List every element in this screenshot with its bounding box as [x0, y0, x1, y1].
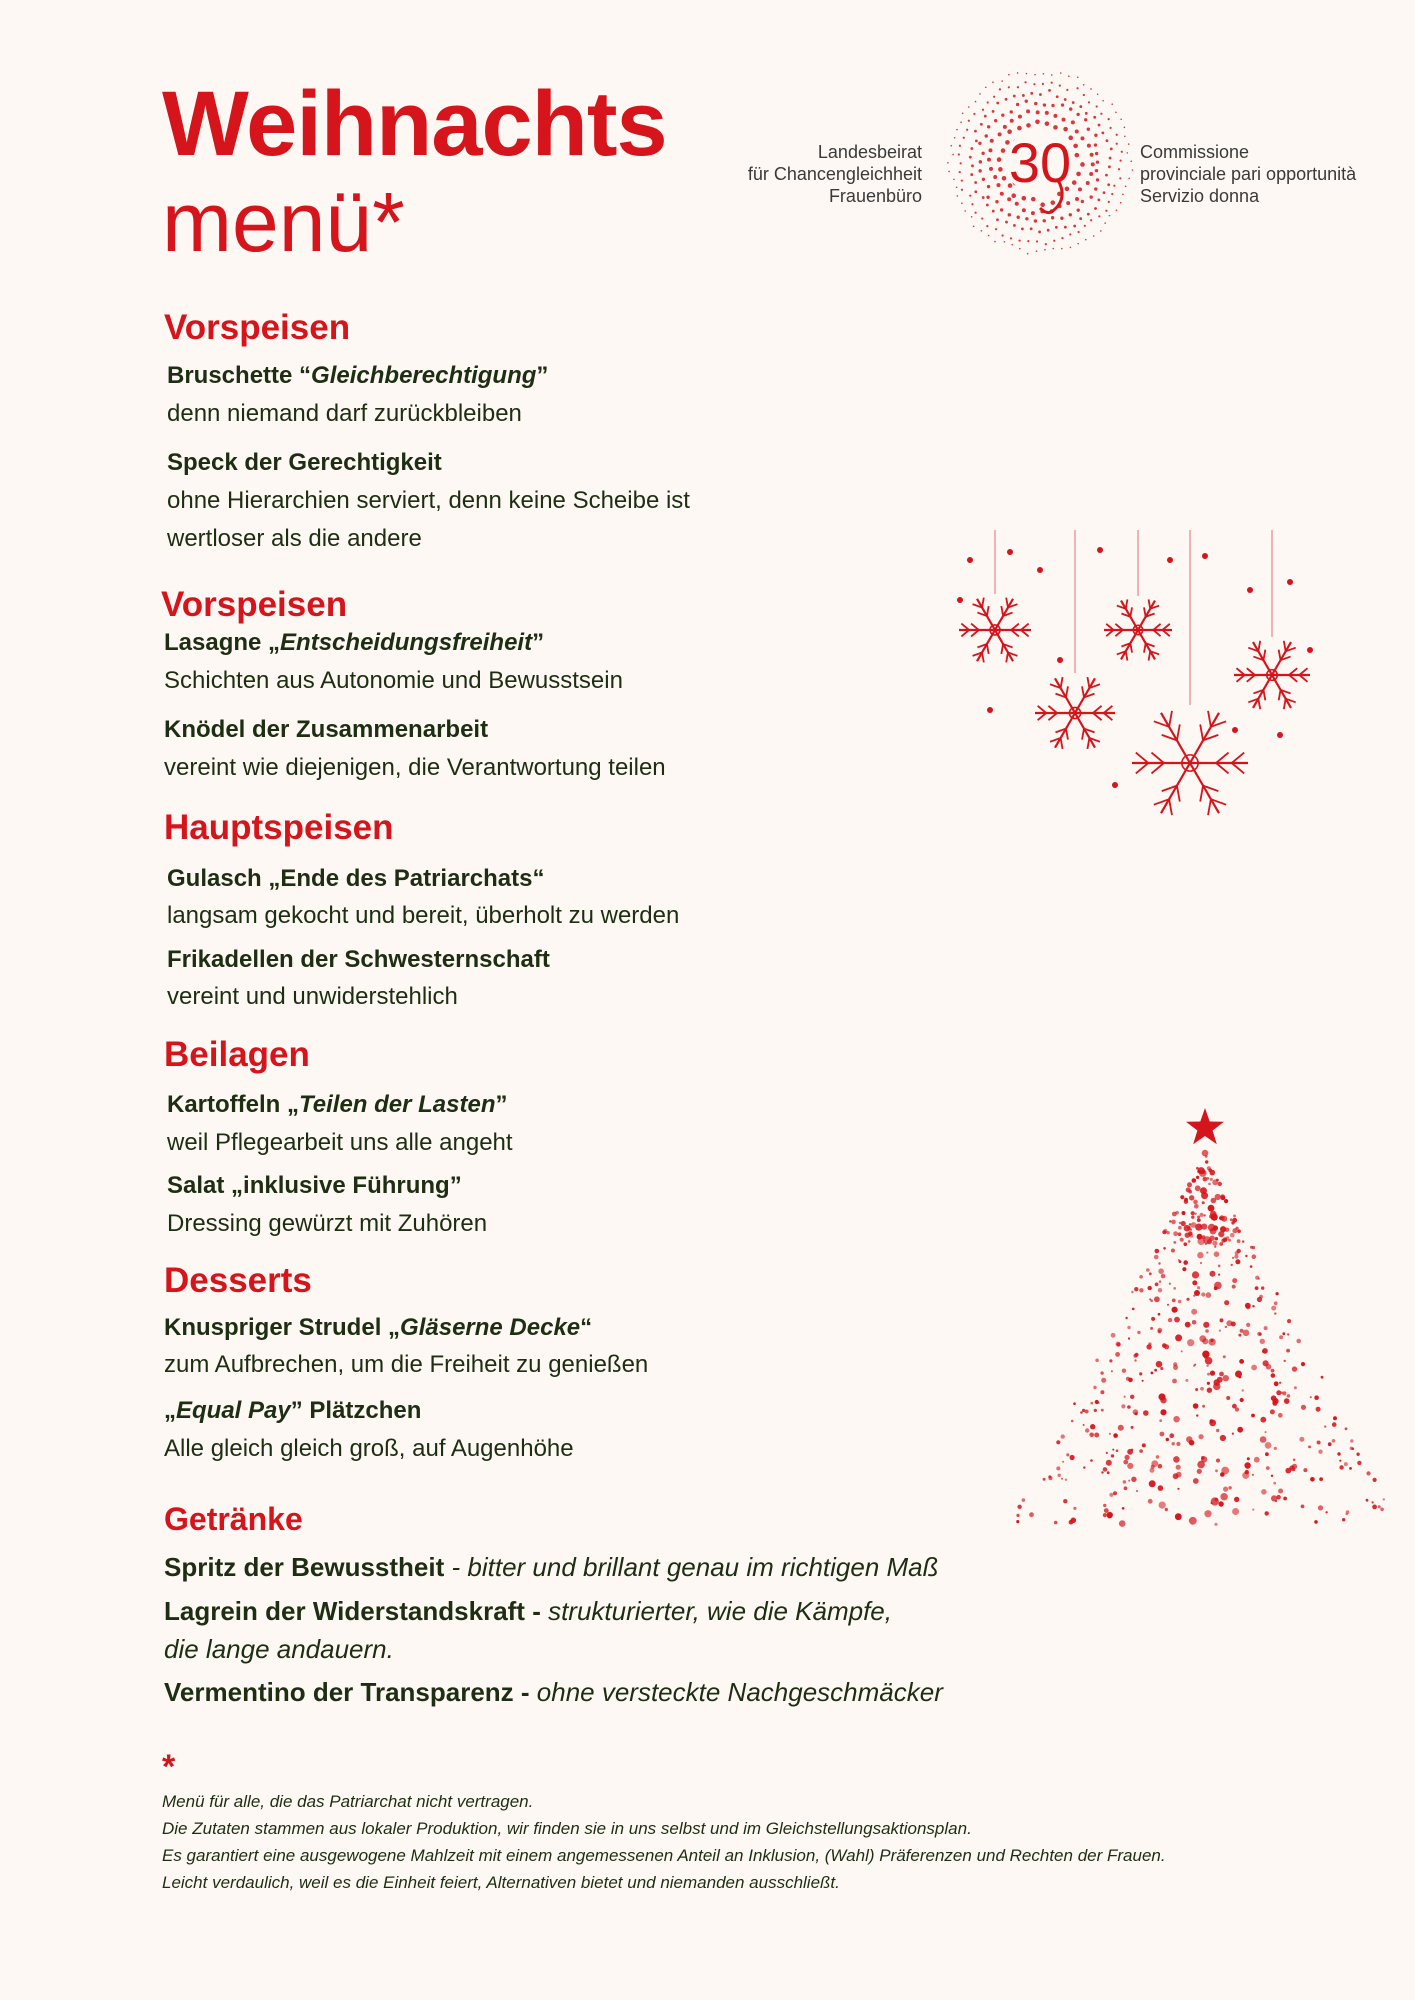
section-heading-beilagen: Beilagen [164, 1035, 310, 1074]
section-heading-hauptspeisen: Hauptspeisen [164, 808, 394, 847]
logo-right-line3: Servizio donna [1140, 186, 1260, 206]
menu-item-description: Alle gleich gleich groß, auf Augenhöhe [164, 1435, 574, 1462]
menu-item-title: Gulasch „Ende des Patriarchats“ [167, 865, 545, 892]
menu-item-description: ohne Hierarchien serviert, denn keine Scheibe ist [167, 487, 690, 514]
menu-item-title: Kartoffeln „Teilen der Lasten” [167, 1091, 508, 1118]
drink-item: Vermentino der Transparenz - ohne versteckte Nachgeschmäcker [164, 1677, 943, 1707]
logo-right-line1: Commissione [1140, 142, 1250, 162]
section-heading-vorspeisen-1: Vorspeisen [164, 308, 351, 347]
menu-item-description: wertloser als die andere [167, 525, 422, 552]
dotted-christmas-tree-icon [1000, 1105, 1400, 1535]
menu-item-description: Schichten aus Autonomie und Bewusstsein [164, 667, 623, 694]
footnote [162, 1788, 1362, 1896]
section-heading-getraenke: Getränke [164, 1501, 303, 1537]
menu-item-description: vereint wie diejenigen, die Verantwortung teilen [164, 754, 666, 781]
drink-item-continuation: die lange andauern. [164, 1634, 394, 1664]
page-title-line2: menü* [162, 175, 405, 269]
footnote-line: Leicht verdaulich, weil es die Einheit feiert, Alternativen bietet und niemanden ausschließt. [162, 1873, 840, 1892]
menu-item-title: Knuspriger Strudel „Gläserne Decke“ [164, 1314, 593, 1341]
menu-item-description: langsam gekocht und bereit, überholt zu werden [167, 902, 680, 929]
footnote-marker: * [162, 1748, 176, 1786]
footnote-line: Die Zutaten stammen aus lokaler Produktion, wir finden sie in uns selbst und im Gleichstellungsaktionsplan. [162, 1819, 972, 1838]
menu-item-title: „Equal Pay” Plätzchen [164, 1397, 422, 1424]
logo-text-german [700, 141, 922, 207]
section-heading-desserts: Desserts [164, 1261, 312, 1300]
menu-item-description: weil Pflegearbeit uns alle angeht [167, 1129, 513, 1156]
menu-item-description: Dressing gewürzt mit Zuhören [167, 1210, 488, 1237]
menu-item-title: Knödel der Zusammenarbeit [164, 716, 489, 743]
hanging-snowflakes-icon [950, 530, 1330, 820]
menu-item-description: zum Aufbrechen, um die Freiheit zu genießen [164, 1351, 649, 1378]
menu-item-description: vereint und unwiderstehlich [167, 983, 458, 1010]
menu-item-title: Bruschette “Gleichberechtigung” [167, 362, 549, 389]
logo-text-italian [1140, 141, 1356, 207]
menu-item-title: Salat „inklusive Führung” [167, 1172, 462, 1199]
footnote-line: Es garantiert eine ausgewogene Mahlzeit mit einem angemessenen Anteil an Inklusion, (Wahl) Präferenzen und Rechten der Frauen. [162, 1846, 1166, 1865]
drink-item: Spritz der Bewusstheit - bitter und brillant genau im richtigen Maß [164, 1552, 939, 1582]
logo-left-line3: Frauenbüro [828, 186, 922, 206]
section-heading-vorspeisen-2: Vorspeisen [161, 585, 348, 624]
menu-item-title: Frikadellen der Schwesternschaft [167, 946, 550, 973]
footnote-line: Menü für alle, die das Patriarchat nicht vertragen. [162, 1792, 534, 1811]
menu-item-description: denn niemand darf zurückbleiben [167, 400, 522, 427]
page-title-line1: Weihnachts [162, 73, 667, 175]
logo-right-line2: provinciale pari opportunità [1140, 164, 1357, 184]
logo-left-line2: für Chancengleichheit [747, 164, 922, 184]
menu-item-title: Speck der Gerechtigkeit [167, 449, 442, 476]
svg-text:30: 30 [1008, 131, 1072, 194]
logo-left-line1: Landesbeirat [817, 142, 922, 162]
drink-item: Lagrein der Widerstandskraft - strukturierter, wie die Kämpfe, [164, 1596, 892, 1626]
logo-emblem-icon [940, 62, 1140, 262]
menu-item-title: Lasagne „Entscheidungsfreiheit” [164, 629, 545, 656]
